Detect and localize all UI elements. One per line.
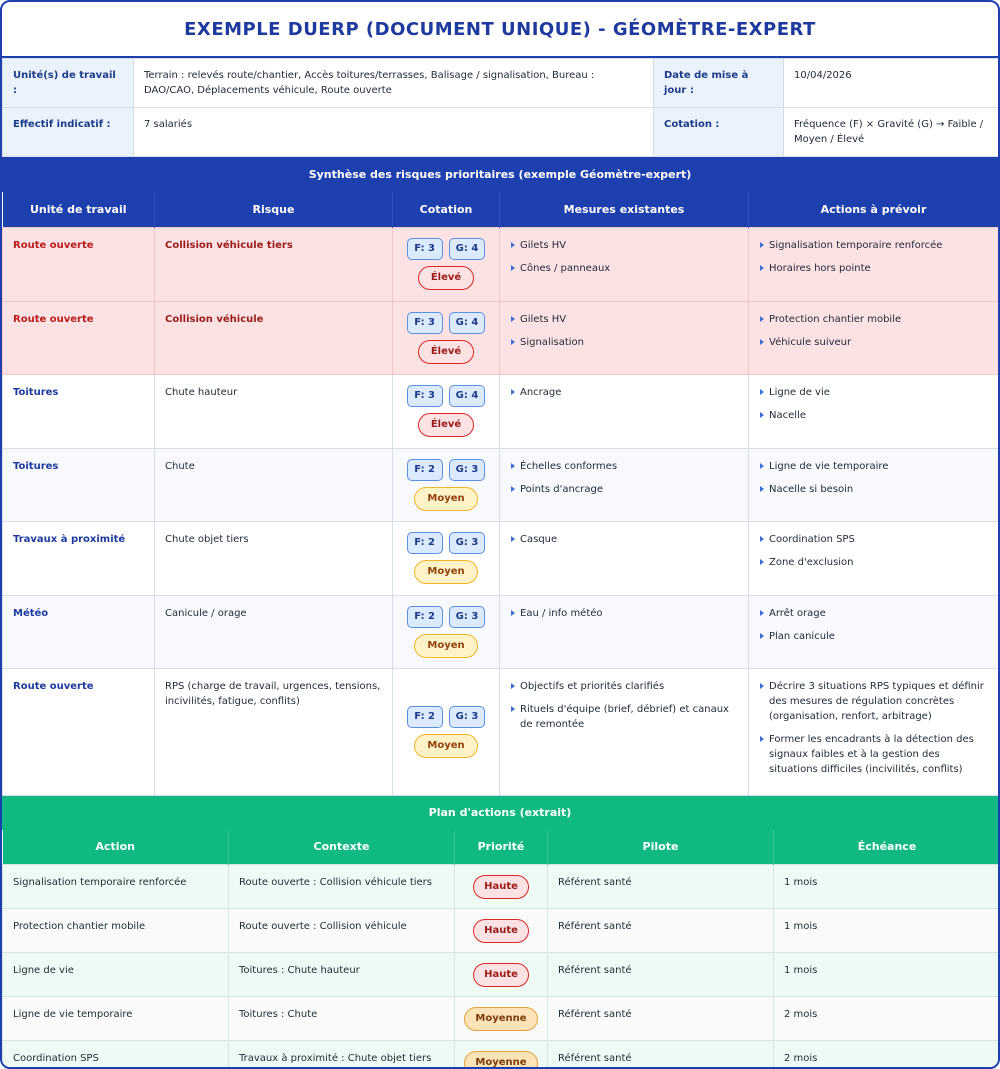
- frequence-chip: F: 3: [407, 238, 443, 260]
- unit-cell: Toitures: [3, 374, 155, 448]
- plan-row: [3, 865, 1000, 909]
- cotation-cell: [393, 374, 500, 448]
- contexte-cell: Route ouverte : Collision véhicule tiers: [229, 865, 455, 909]
- action-item: Véhicule suiveur: [759, 335, 988, 350]
- action-item: Protection chantier mobile: [759, 312, 988, 327]
- action-item: Former les encadrants à la détection des signaux faibles et à la gestion des situations difficiles (incivilités, conflits): [759, 732, 988, 777]
- action-item: Nacelle: [759, 408, 988, 423]
- actions-cell: [749, 595, 999, 668]
- unites-value: Terrain : relevés route/chantier, Accès toitures/terrasses, Balisage / signalisation, Bureau : DAO/CAO, Déplacements véhicule, Route ouverte: [134, 59, 654, 108]
- unites-label: Unité(s) de travail :: [3, 59, 134, 108]
- mesure-item: Gilets HV: [510, 312, 738, 327]
- contexte-cell: Travaux à proximité : Chute objet tiers: [229, 1041, 455, 1069]
- risque-cell: RPS (charge de travail, urgences, tensions, incivilités, fatigue, conflits): [155, 668, 393, 795]
- mesure-item: Casque: [510, 532, 738, 547]
- level-badge: Moyen: [414, 634, 477, 658]
- priority-badge: Haute: [473, 963, 529, 987]
- priorite-cell: [455, 1041, 548, 1069]
- action-item: Coordination SPS: [759, 532, 988, 547]
- level-badge: Élevé: [418, 413, 474, 437]
- mesure-item: Signalisation: [510, 335, 738, 350]
- echeance-cell: 2 mois: [774, 997, 1000, 1041]
- contexte-cell: Route ouverte : Collision véhicule: [229, 909, 455, 953]
- col-mesures: Mesures existantes: [500, 192, 749, 227]
- action-item: Décrire 3 situations RPS typiques et définir des mesures de régulation concrètes (organisation, renfort, arbitrage): [759, 679, 988, 724]
- col-pilote: Pilote: [548, 830, 774, 865]
- contexte-cell: Toitures : Chute: [229, 997, 455, 1041]
- action-item: Plan canicule: [759, 629, 988, 644]
- frequence-chip: F: 3: [407, 312, 443, 334]
- col-unite: Unité de travail: [3, 192, 155, 227]
- pilote-cell: Référent santé: [548, 909, 774, 953]
- cotation-cell: [393, 595, 500, 668]
- col-actions: Actions à prévoir: [749, 192, 999, 227]
- contexte-cell: Toitures : Chute hauteur: [229, 953, 455, 997]
- unit-cell: Route ouverte: [3, 668, 155, 795]
- risque-cell: Chute objet tiers: [155, 521, 393, 595]
- level-badge: Moyen: [414, 734, 477, 758]
- gravite-chip: G: 3: [449, 606, 486, 628]
- action-cell: Ligne de vie: [3, 953, 229, 997]
- gravite-chip: G: 4: [449, 385, 486, 407]
- actions-cell: [749, 374, 999, 448]
- cotation-value: Fréquence (F) × Gravité (G) → Faible / Moyen / Élevé: [784, 108, 1000, 157]
- priorite-cell: [455, 997, 548, 1041]
- cotation-cell: [393, 227, 500, 301]
- action-item: Nacelle si besoin: [759, 482, 988, 497]
- unit-cell: Météo: [3, 595, 155, 668]
- echeance-cell: 1 mois: [774, 865, 1000, 909]
- level-badge: Élevé: [418, 266, 474, 290]
- frequence-chip: F: 2: [407, 459, 443, 481]
- cotation-cell: [393, 448, 500, 521]
- gravite-chip: G: 4: [449, 238, 486, 260]
- mesure-item: Rituels d'équipe (brief, débrief) et canaux de remontée: [510, 702, 738, 732]
- risque-cell: Chute: [155, 448, 393, 521]
- effectif-value: 7 salariés: [134, 108, 654, 157]
- mesures-cell: [500, 521, 749, 595]
- action-plan-table: [2, 830, 1000, 1069]
- unit-cell: Toitures: [3, 448, 155, 521]
- mesures-cell: [500, 301, 749, 374]
- echeance-cell: 1 mois: [774, 953, 1000, 997]
- priority-badge: Haute: [473, 875, 529, 899]
- action-item: Arrêt orage: [759, 606, 988, 621]
- echeance-cell: 1 mois: [774, 909, 1000, 953]
- plan-row: [3, 997, 1000, 1041]
- col-contexte: Contexte: [229, 830, 455, 865]
- cotation-cell: [393, 521, 500, 595]
- risk-row: [3, 301, 999, 374]
- mesures-cell: [500, 668, 749, 795]
- unit-cell: Travaux à proximité: [3, 521, 155, 595]
- actions-cell: [749, 227, 999, 301]
- action-item: Zone d'exclusion: [759, 555, 988, 570]
- col-echeance: Échéance: [774, 830, 1000, 865]
- risque-cell: Collision véhicule tiers: [155, 227, 393, 301]
- level-badge: Moyen: [414, 560, 477, 584]
- pilote-cell: Référent santé: [548, 997, 774, 1041]
- risk-row: [3, 448, 999, 521]
- mesures-cell: [500, 227, 749, 301]
- col-cotation: Cotation: [393, 192, 500, 227]
- priorite-cell: [455, 953, 548, 997]
- col-priorite: Priorité: [455, 830, 548, 865]
- priority-badge: Haute: [473, 919, 529, 943]
- gravite-chip: G: 3: [449, 459, 486, 481]
- pilote-cell: Référent santé: [548, 865, 774, 909]
- level-badge: Moyen: [414, 487, 477, 511]
- mesure-item: Objectifs et priorités clarifiés: [510, 679, 738, 694]
- unit-cell: Route ouverte: [3, 301, 155, 374]
- mesure-item: Eau / info météo: [510, 606, 738, 621]
- cotation-cell: [393, 668, 500, 795]
- action-item: Ligne de vie temporaire: [759, 459, 988, 474]
- frequence-chip: F: 2: [407, 706, 443, 728]
- mesure-item: Échelles conformes: [510, 459, 738, 474]
- mesure-item: Ancrage: [510, 385, 738, 400]
- risk-row: [3, 668, 999, 795]
- frequence-chip: F: 2: [407, 606, 443, 628]
- actions-cell: [749, 521, 999, 595]
- date-value: 10/04/2026: [784, 59, 1000, 108]
- action-item: Signalisation temporaire renforcée: [759, 238, 988, 253]
- mesures-cell: [500, 595, 749, 668]
- gravite-chip: G: 4: [449, 312, 486, 334]
- risk-row: [3, 521, 999, 595]
- gravite-chip: G: 3: [449, 706, 486, 728]
- frequence-chip: F: 3: [407, 385, 443, 407]
- mesures-cell: [500, 374, 749, 448]
- risk-row: [3, 595, 999, 668]
- plan-row: [3, 909, 1000, 953]
- action-item: Horaires hors pointe: [759, 261, 988, 276]
- risk-table: [2, 192, 999, 796]
- action-cell: Coordination SPS: [3, 1041, 229, 1069]
- col-risque: Risque: [155, 192, 393, 227]
- pilote-cell: Référent santé: [548, 953, 774, 997]
- date-label: Date de mise à jour :: [654, 59, 784, 108]
- priority-badge: Moyenne: [464, 1007, 537, 1031]
- echeance-cell: 2 mois: [774, 1041, 1000, 1069]
- mesure-item: Gilets HV: [510, 238, 738, 253]
- priorite-cell: [455, 909, 548, 953]
- priorite-cell: [455, 865, 548, 909]
- col-action: Action: [3, 830, 229, 865]
- unit-cell: Route ouverte: [3, 227, 155, 301]
- effectif-label: Effectif indicatif :: [3, 108, 134, 157]
- level-badge: Élevé: [418, 340, 474, 364]
- actions-cell: [749, 301, 999, 374]
- risque-cell: Canicule / orage: [155, 595, 393, 668]
- mesure-item: Points d'ancrage: [510, 482, 738, 497]
- action-cell: Protection chantier mobile: [3, 909, 229, 953]
- gravite-chip: G: 3: [449, 532, 486, 554]
- action-cell: Ligne de vie temporaire: [3, 997, 229, 1041]
- risque-cell: Chute hauteur: [155, 374, 393, 448]
- page-title: EXEMPLE DUERP (DOCUMENT UNIQUE) - GÉOMÈTRE-EXPERT: [2, 2, 998, 58]
- synthese-heading: Synthèse des risques prioritaires (exemple Géomètre-expert): [2, 157, 998, 192]
- info-table: [2, 58, 1000, 157]
- cotation-cell: [393, 301, 500, 374]
- mesure-item: Cônes / panneaux: [510, 261, 738, 276]
- priority-badge: Moyenne: [464, 1051, 537, 1069]
- mesures-cell: [500, 448, 749, 521]
- action-item: Ligne de vie: [759, 385, 988, 400]
- risk-row: [3, 227, 999, 301]
- plan-row: [3, 1041, 1000, 1069]
- risk-row: [3, 374, 999, 448]
- plan-heading: Plan d'actions (extrait): [2, 796, 998, 830]
- actions-cell: [749, 668, 999, 795]
- cotation-label: Cotation :: [654, 108, 784, 157]
- frequence-chip: F: 2: [407, 532, 443, 554]
- action-cell: Signalisation temporaire renforcée: [3, 865, 229, 909]
- plan-row: [3, 953, 1000, 997]
- actions-cell: [749, 448, 999, 521]
- risque-cell: Collision véhicule: [155, 301, 393, 374]
- pilote-cell: Référent santé: [548, 1041, 774, 1069]
